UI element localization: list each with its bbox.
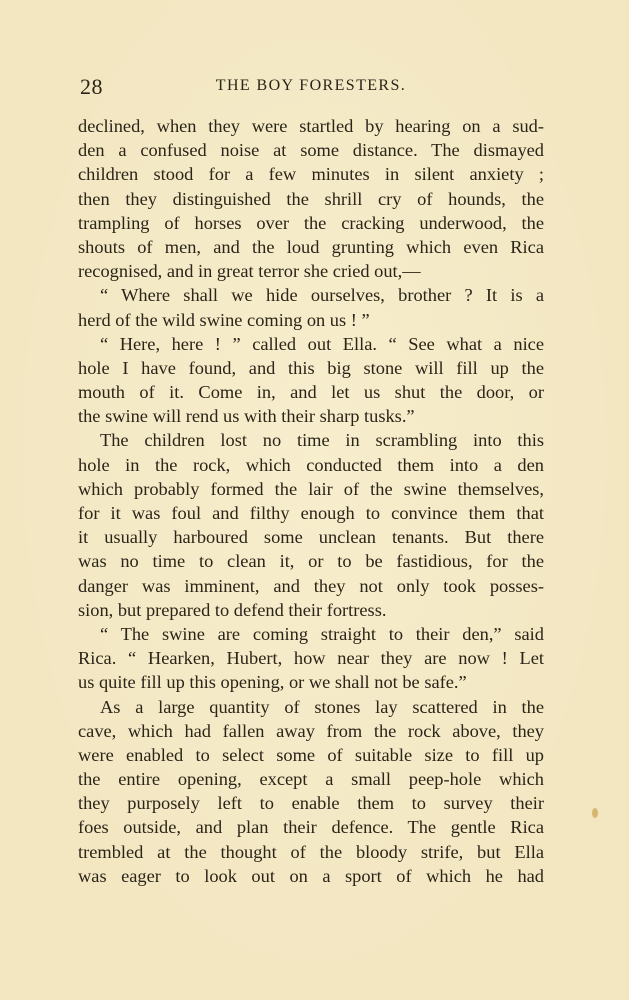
text-line: the swine will rend us with their sharp tusks.”: [78, 406, 415, 427]
text-line: hole in the rock, which conducted them into a den: [78, 454, 544, 475]
text-line: which probably formed the lair of the swine themselves,: [78, 478, 544, 499]
text-line: Rica. “ Hearken, Hubert, how near they are now ! Let: [78, 648, 544, 669]
text-line: “ Where shall we hide ourselves, brother ? It is a: [100, 285, 544, 306]
page-number: 28: [80, 74, 103, 99]
running-head: THE BOY FORESTERS.: [215, 77, 407, 94]
text-line: As a large quantity of stones lay scattered in the: [100, 696, 544, 717]
text-line: den a confused noise at some distance. The dismayed: [78, 140, 544, 161]
text-line: herd of the wild swine coming on us ! ”: [78, 309, 370, 330]
text-line: children stood for a few minutes in silent anxiety ;: [78, 164, 544, 185]
text-line: was eager to look out on a sport of which he had: [78, 865, 544, 886]
text-line: mouth of it. Come in, and let us shut the door, or: [78, 382, 544, 403]
text-line: The children lost no time in scrambling into this: [100, 430, 544, 451]
text-line: cave, which had fallen away from the rock above, they: [78, 720, 544, 741]
text-line: was no time to clean it, or to be fastidious, for the: [78, 551, 544, 572]
text-line: danger was imminent, and they not only took posses-: [78, 575, 544, 596]
body-text: [78, 114, 544, 888]
text-line: hole I have found, and this big stone will fill up the: [78, 357, 544, 378]
text-line: declined, when they were startled by hearing on a sud-: [78, 116, 544, 136]
text-line: “ Here, here ! ” called out Ella. “ See what a nice: [100, 333, 544, 354]
text-line: the entire opening, except a small peep-hole which: [78, 769, 544, 790]
text-line: recognised, and in great terror she cried out,—: [78, 261, 421, 282]
text-line: sion, but prepared to defend their fortress.: [78, 599, 387, 620]
text-line: trembled at the thought of the bloody strife, but Ella: [78, 841, 544, 862]
page-header: [80, 74, 542, 98]
text-line: for it was foul and filthy enough to convince them that: [78, 503, 544, 523]
text-line: trampling of horses over the cracking underwood, the: [78, 212, 544, 233]
text-line: “ The swine are coming straight to their den,” said: [100, 623, 544, 644]
text-line: were enabled to select some of suitable size to fill up: [78, 744, 544, 765]
text-line: foes outside, and plan their defence. The gentle Rica: [78, 817, 544, 838]
text-line: it usually harboured some unclean tenants. But there: [78, 527, 544, 548]
text-line: us quite fill up this opening, or we shall not be safe.”: [78, 672, 467, 693]
text-line: they purposely left to enable them to survey their: [78, 793, 544, 814]
foxing-spot: [592, 808, 598, 818]
text-line: then they distinguished the shrill cry of hounds, the: [78, 188, 544, 209]
text-line: shouts of men, and the loud grunting which even Rica: [78, 236, 544, 257]
